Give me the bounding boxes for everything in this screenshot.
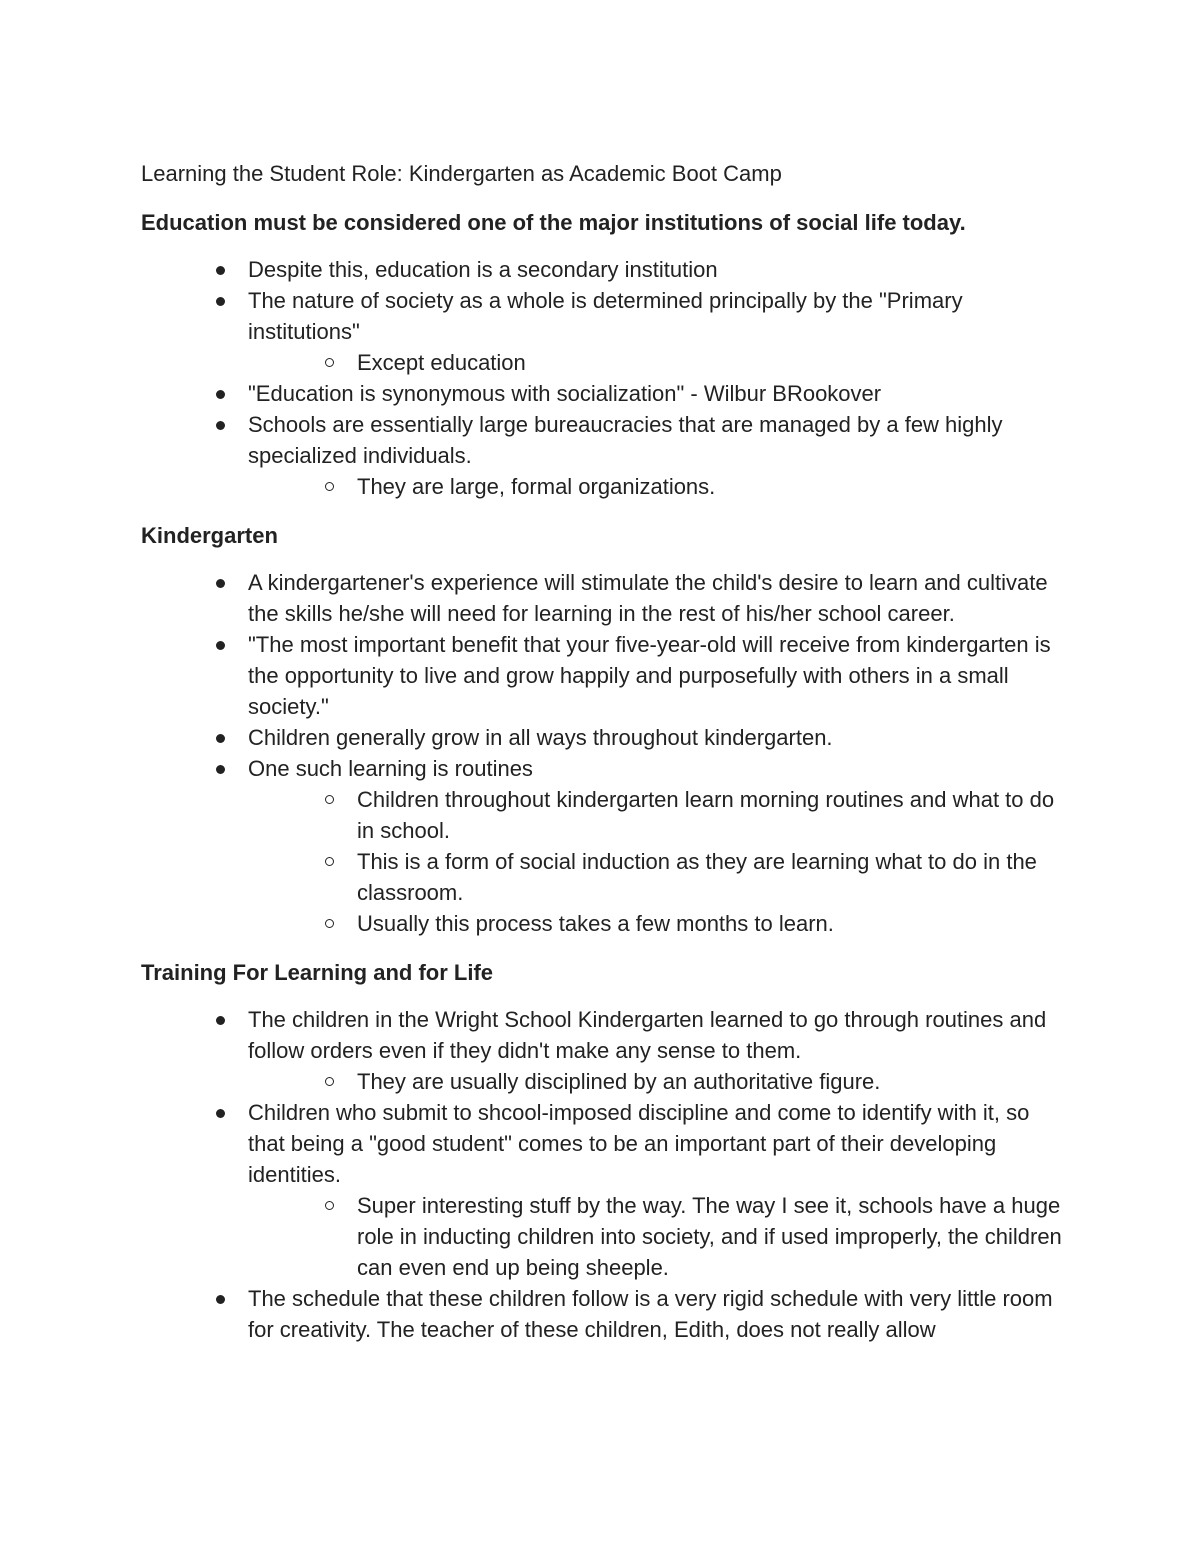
list-item (141, 1097, 1071, 1190)
filled-bullet-icon (216, 297, 225, 306)
filled-bullet-icon (216, 734, 225, 743)
list-item-text: The children in the Wright School Kindergarten learned to go through routines and follow orders even if they didn't make any sense to them. (248, 1007, 1047, 1063)
bullet-list (141, 567, 1071, 939)
list-item-text: Despite this, education is a secondary institution (248, 257, 718, 282)
list-item-text: "The most important benefit that your five-year-old will receive from kindergarten is the opportunity to live and grow happily and purposefully with others in a small society." (248, 632, 1051, 719)
list-item (141, 409, 1071, 471)
sub-list-wrapper (141, 347, 1071, 378)
sub-list-item (141, 1066, 1071, 1097)
sections-container (141, 207, 1071, 1345)
section (141, 207, 1071, 502)
sub-list-wrapper (141, 471, 1071, 502)
sub-list-item (141, 846, 1071, 908)
bullet-list (141, 1004, 1071, 1345)
sub-list-item-text: They are large, formal organizations. (357, 474, 716, 499)
list-item-text: The nature of society as a whole is determined principally by the "Primary institutions" (248, 288, 963, 344)
filled-bullet-icon (216, 641, 225, 650)
sub-list-item-text: Usually this process takes a few months to learn. (357, 911, 834, 936)
hollow-bullet-icon (325, 795, 334, 804)
sub-list-wrapper (141, 1066, 1071, 1097)
list-item-text: "Education is synonymous with socialization" - Wilbur BRookover (248, 381, 882, 406)
sub-list-item-text: Children throughout kindergarten learn morning routines and what to do in school. (357, 787, 1055, 843)
sub-bullet-list (141, 1066, 1071, 1097)
sub-bullet-list (141, 784, 1071, 939)
list-item-text: Schools are essentially large bureaucracies that are managed by a few highly specialized individuals. (248, 412, 1003, 468)
filled-bullet-icon (216, 1109, 225, 1118)
bullet-list (141, 254, 1071, 502)
section-heading: Kindergarten (141, 523, 278, 548)
sub-list-item-text: Super interesting stuff by the way. The way I see it, schools have a huge role in inducting children into society, and if used improperly, the children can even end up being sheeple. (357, 1193, 1062, 1280)
sub-list-item-text: Except education (357, 350, 526, 375)
list-item (141, 753, 1071, 784)
sub-list-wrapper (141, 1190, 1071, 1283)
document-content (141, 158, 1071, 1363)
sub-list-item-text: They are usually disciplined by an authoritative figure. (357, 1069, 881, 1094)
sub-bullet-list (141, 347, 1071, 378)
filled-bullet-icon (216, 421, 225, 430)
sub-list-item-text: This is a form of social induction as they are learning what to do in the classroom. (357, 849, 1037, 905)
filled-bullet-icon (216, 390, 225, 399)
list-item (141, 629, 1071, 722)
filled-bullet-icon (216, 579, 225, 588)
sub-list-item (141, 784, 1071, 846)
sub-bullet-list (141, 471, 1071, 502)
sub-bullet-list (141, 1190, 1071, 1283)
list-item-text: The schedule that these children follow is a very rigid schedule with very little room for creativity. The teacher of these children, Edith, does not really allow (248, 1286, 1053, 1342)
hollow-bullet-icon (325, 919, 334, 928)
section-heading: Training For Learning and for Life (141, 960, 494, 985)
list-item-text: Children generally grow in all ways throughout kindergarten. (248, 725, 833, 750)
list-item (141, 378, 1071, 409)
list-item-text: One such learning is routines (248, 756, 533, 781)
filled-bullet-icon (216, 765, 225, 774)
list-item-text: A kindergartener's experience will stimulate the child's desire to learn and cultivate the skills he/she will need for learning in the rest of his/her school career. (248, 570, 1048, 626)
list-item (141, 254, 1071, 285)
list-item (141, 722, 1071, 753)
sub-list-item (141, 908, 1071, 939)
list-item (141, 1004, 1071, 1066)
filled-bullet-icon (216, 1016, 225, 1025)
hollow-bullet-icon (325, 857, 334, 866)
sub-list-wrapper (141, 784, 1071, 939)
hollow-bullet-icon (325, 1201, 334, 1210)
sub-list-item (141, 347, 1071, 378)
hollow-bullet-icon (325, 1077, 334, 1086)
sub-list-item (141, 1190, 1071, 1283)
section (141, 520, 1071, 939)
list-item (141, 285, 1071, 347)
filled-bullet-icon (216, 1295, 225, 1304)
filled-bullet-icon (216, 266, 225, 275)
hollow-bullet-icon (325, 358, 334, 367)
list-item-text: Children who submit to shcool-imposed discipline and come to identify with it, so that being a "good student" comes to be an important part of their developing identities. (248, 1100, 1030, 1187)
list-item (141, 567, 1071, 629)
hollow-bullet-icon (325, 482, 334, 491)
list-item (141, 1283, 1071, 1345)
section-heading: Education must be considered one of the major institutions of social life today. (141, 210, 966, 235)
document-title: Learning the Student Role: Kindergarten as Academic Boot Camp (141, 161, 782, 186)
section (141, 957, 1071, 1345)
sub-list-item (141, 471, 1071, 502)
